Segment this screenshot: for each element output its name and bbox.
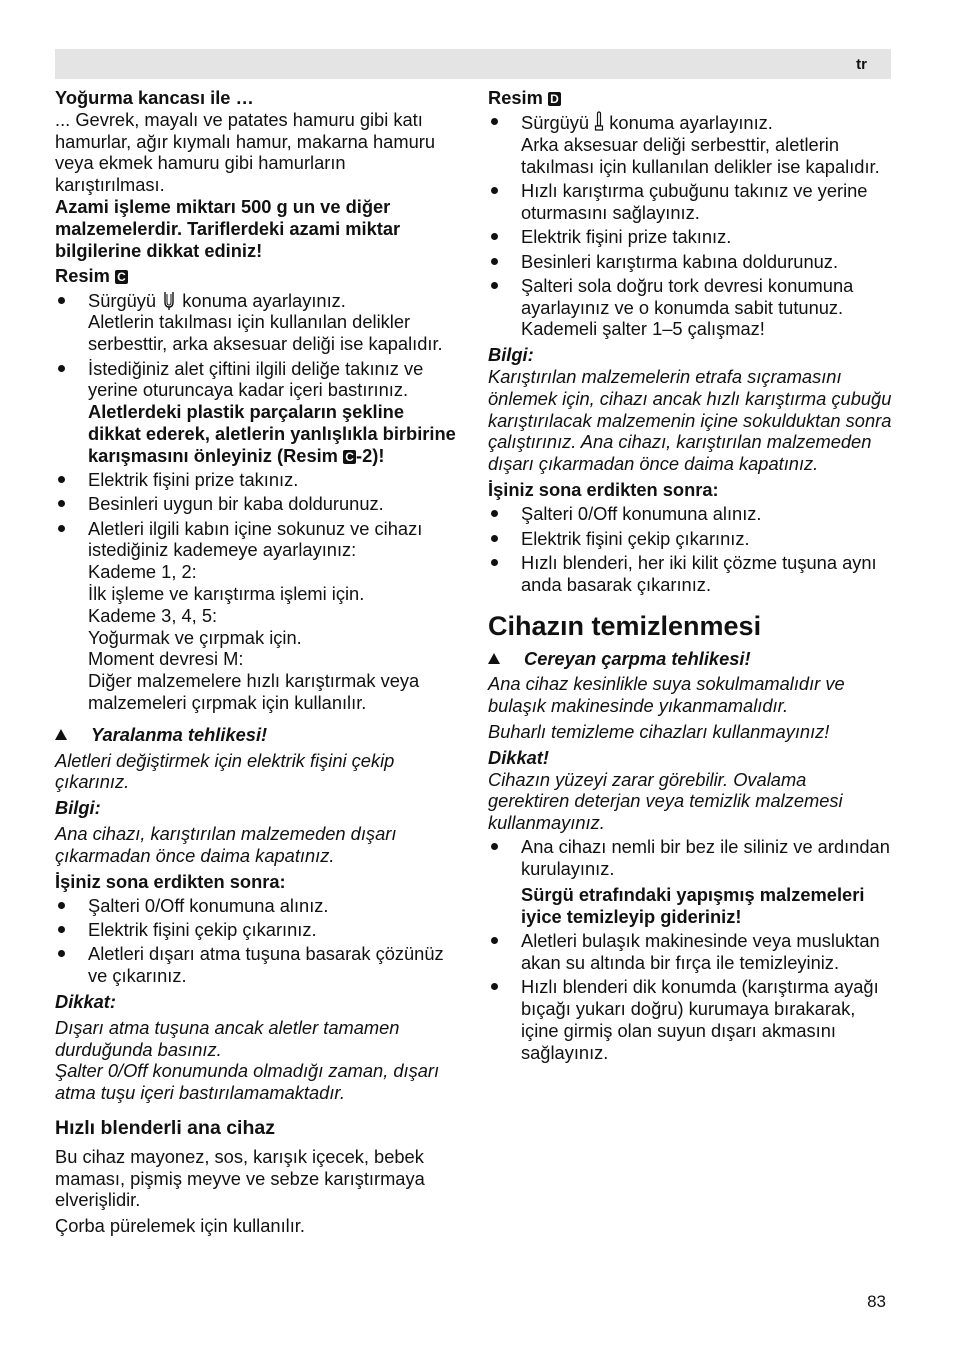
max-warning: Azami işleme miktarı 500 g un ve diğer malzemelerdir. Tariflerdeki azami miktar bilgilerine dikkat ediniz! bbox=[55, 195, 401, 261]
warning-triangle-icon bbox=[55, 729, 67, 740]
warning-heading bbox=[488, 648, 892, 670]
list-item bbox=[488, 275, 892, 340]
hook-title: Yoğurma kancası ile … bbox=[55, 87, 254, 108]
step-bold-note: Sürgü etrafındaki yapışmış malzemeleri iyice temizleyip gideriniz! bbox=[521, 884, 865, 927]
list-item: Aletleri dışarı atma tuşuna basarak çözünüz ve çıkarınız. bbox=[55, 943, 459, 987]
list-item bbox=[55, 518, 459, 714]
section-title: Cihazın temizlenmesi bbox=[488, 610, 762, 641]
list-item: Şalteri 0/Off konumuna alınız. bbox=[55, 895, 459, 917]
list-item: Elektrik fişini prize takınız. bbox=[55, 469, 459, 491]
done-title: İşiniz sona erdikten sonra: bbox=[488, 479, 719, 501]
warning-heading bbox=[55, 724, 459, 746]
caution-title: Dikkat: bbox=[55, 991, 116, 1013]
warning-text: Ana cihaz kesinlikle suya sokulmamalıdır ve bulaşık makinesinde yıkanmamalıdır. bbox=[488, 673, 845, 717]
list-item bbox=[488, 111, 892, 177]
info-text: Ana cihazı, karıştırılan malzemeden dışarı çıkarmadan önce daima kapatınız. bbox=[55, 823, 397, 866]
step-text-post: konuma ayarlayınız. bbox=[609, 112, 773, 134]
section-title: Hızlı blenderli ana cihaz bbox=[55, 1117, 275, 1140]
step-text: Ana cihazı nemli bir bez ile siliniz ve ardından kurulayınız. bbox=[521, 836, 890, 880]
bold-note-text: Aletlerdeki plastik parçaların şekline dikkat ederek, aletlerin yanlışlıkla birbirine karışmasını önleyiniz (Resim bbox=[88, 401, 456, 466]
caution-title: Dikkat! bbox=[488, 746, 549, 768]
list-item bbox=[55, 358, 459, 467]
list-item: Elektrik fişini prize takınız. bbox=[488, 226, 892, 248]
info-text: Karıştırılan malzemelerin etrafa sıçramasını önlemek için, cihazı ancak hızlı karıştırma çubuğu karıştırılacak malzemenin içine sokulduktan sonra çalıştırınız. Ana cihazı, karıştırılan malzemeden dışarı çıkarmadan önce daima kapatınız. bbox=[488, 366, 892, 475]
warning-text: Buharlı temizleme cihazları kullanmayınız! bbox=[488, 720, 830, 742]
step-text: İstediğiniz alet çiftini ilgili deliğe takınız ve yerine oturuncaya kadar içeri bastırınız. bbox=[88, 357, 424, 401]
hook-desc: ... Gevrek, mayalı ve patates hamuru gibi katı hamurlar, ağır kıymalı hamur, makarna hamuru veya ekmek hamuru gibi hamurların karıştırılması. bbox=[55, 108, 435, 196]
figure-badge: C bbox=[343, 450, 356, 464]
list-item bbox=[55, 290, 459, 355]
step-bold-note bbox=[88, 401, 459, 466]
header-bar bbox=[55, 49, 891, 79]
info-title: Bilgi: bbox=[488, 344, 534, 366]
step-note: Kademeli şalter 1–5 çalışmaz! bbox=[521, 318, 765, 340]
left-column bbox=[55, 87, 459, 1237]
list-item: Hızlı blenderi dik konumda (karıştırma ayağı bıçağı yukarı doğru) kurumaya bırakarak, içine girmiş olan suyun dışarı akmasını sağlayınız. bbox=[488, 976, 892, 1063]
right-column bbox=[488, 87, 892, 1063]
list-item: Aletleri bulaşık makinesinde veya musluktan akan su altında bir fırça ile temizleyiniz. bbox=[488, 930, 892, 974]
list-item: Besinleri karıştırma kabına doldurunuz. bbox=[488, 251, 892, 273]
step-note: Aletlerin takılması için kullanılan delikler serbesttir, arka aksesuar deliği ise kapalıdır. bbox=[88, 311, 443, 355]
figure-badge: C bbox=[115, 270, 128, 284]
info-title: Bilgi: bbox=[55, 797, 101, 819]
figure-ref bbox=[55, 265, 459, 287]
figure-ref bbox=[488, 87, 892, 109]
caution-text: Dışarı atma tuşuna ancak aletler tamamen durduğunda basınız. bbox=[55, 1016, 400, 1060]
list-item: Şalteri 0/Off konumuna alınız. bbox=[488, 503, 892, 525]
speed-desc: Diğer malzemelere hızlı karıştırmak veya malzemeleri çırpmak için kullanılır. bbox=[88, 670, 420, 714]
speed-desc: Yoğurmak ve çırpmak için. bbox=[88, 626, 302, 648]
speed-label: Kademe 1, 2: bbox=[88, 561, 197, 583]
step-text-pre: Sürgüyü bbox=[521, 112, 590, 134]
list-item bbox=[488, 836, 892, 927]
figure-ref-label: Resim bbox=[55, 265, 110, 287]
list-item: Hızlı blenderi, her iki kilit çözme tuşuna aynı anda basarak çıkarınız. bbox=[488, 552, 892, 596]
list-item: Elektrik fişini çekip çıkarınız. bbox=[55, 919, 459, 941]
blender-position-icon bbox=[594, 111, 604, 133]
step-text-post: konuma ayarlayınız. bbox=[182, 289, 346, 311]
bold-note-end: -2)! bbox=[356, 444, 385, 466]
section-desc: Çorba pürelemek için kullanılır. bbox=[55, 1215, 305, 1237]
warning-title: Cereyan çarpma tehlikesi! bbox=[524, 647, 751, 669]
step-text-pre: Sürgüyü bbox=[88, 289, 157, 311]
caution-text: Cihazın yüzeyi zarar görebilir. Ovalama gerektiren deterjan veya temizlik malzemesi kullanmayınız. bbox=[488, 768, 843, 834]
warning-title: Yaralanma tehlikesi! bbox=[91, 723, 268, 745]
warning-text: Aletleri değiştirmek için elektrik fişini çekip çıkarınız. bbox=[55, 749, 395, 793]
caution-text: Şalter 0/Off konumunda olmadığı zaman, dışarı atma tuşu içeri bastırılamamaktadır. bbox=[55, 1060, 440, 1104]
section-desc: Bu cihaz mayonez, sos, karışık içecek, bebek maması, pişmiş meyve ve sebze karıştırmaya elverişlidir. bbox=[55, 1145, 425, 1211]
step-text: Aletleri ilgili kabın içine sokunuz ve cihazı istediğiniz kademeye ayarlayınız: bbox=[88, 517, 423, 561]
language-code: tr bbox=[856, 56, 867, 73]
speed-desc: İlk işleme ve karıştırma işlemi için. bbox=[88, 583, 365, 605]
list-item: Besinleri uygun bir kaba doldurunuz. bbox=[55, 493, 459, 515]
speed-label: Kademe 3, 4, 5: bbox=[88, 604, 218, 626]
figure-ref-label: Resim bbox=[488, 87, 543, 108]
speed-label: Moment devresi M: bbox=[88, 648, 244, 670]
step-text: Şalteri sola doğru tork devresi konumuna ayarlayınız ve o konumda sabit tutunuz. bbox=[521, 274, 854, 318]
list-item: Elektrik fişini çekip çıkarınız. bbox=[488, 528, 892, 550]
page-number: 83 bbox=[867, 1292, 886, 1311]
figure-badge: D bbox=[548, 92, 561, 106]
hook-position-icon bbox=[161, 291, 177, 311]
done-title: İşiniz sona erdikten sonra: bbox=[55, 870, 286, 892]
list-item: Hızlı karıştırma çubuğunu takınız ve yerine oturmasını sağlayınız. bbox=[488, 180, 892, 224]
step-note: Arka aksesuar deliği serbesttir, aletlerin takılması için kullanılan delikler ise kapalıdır. bbox=[521, 134, 880, 177]
warning-triangle-icon bbox=[488, 653, 500, 664]
